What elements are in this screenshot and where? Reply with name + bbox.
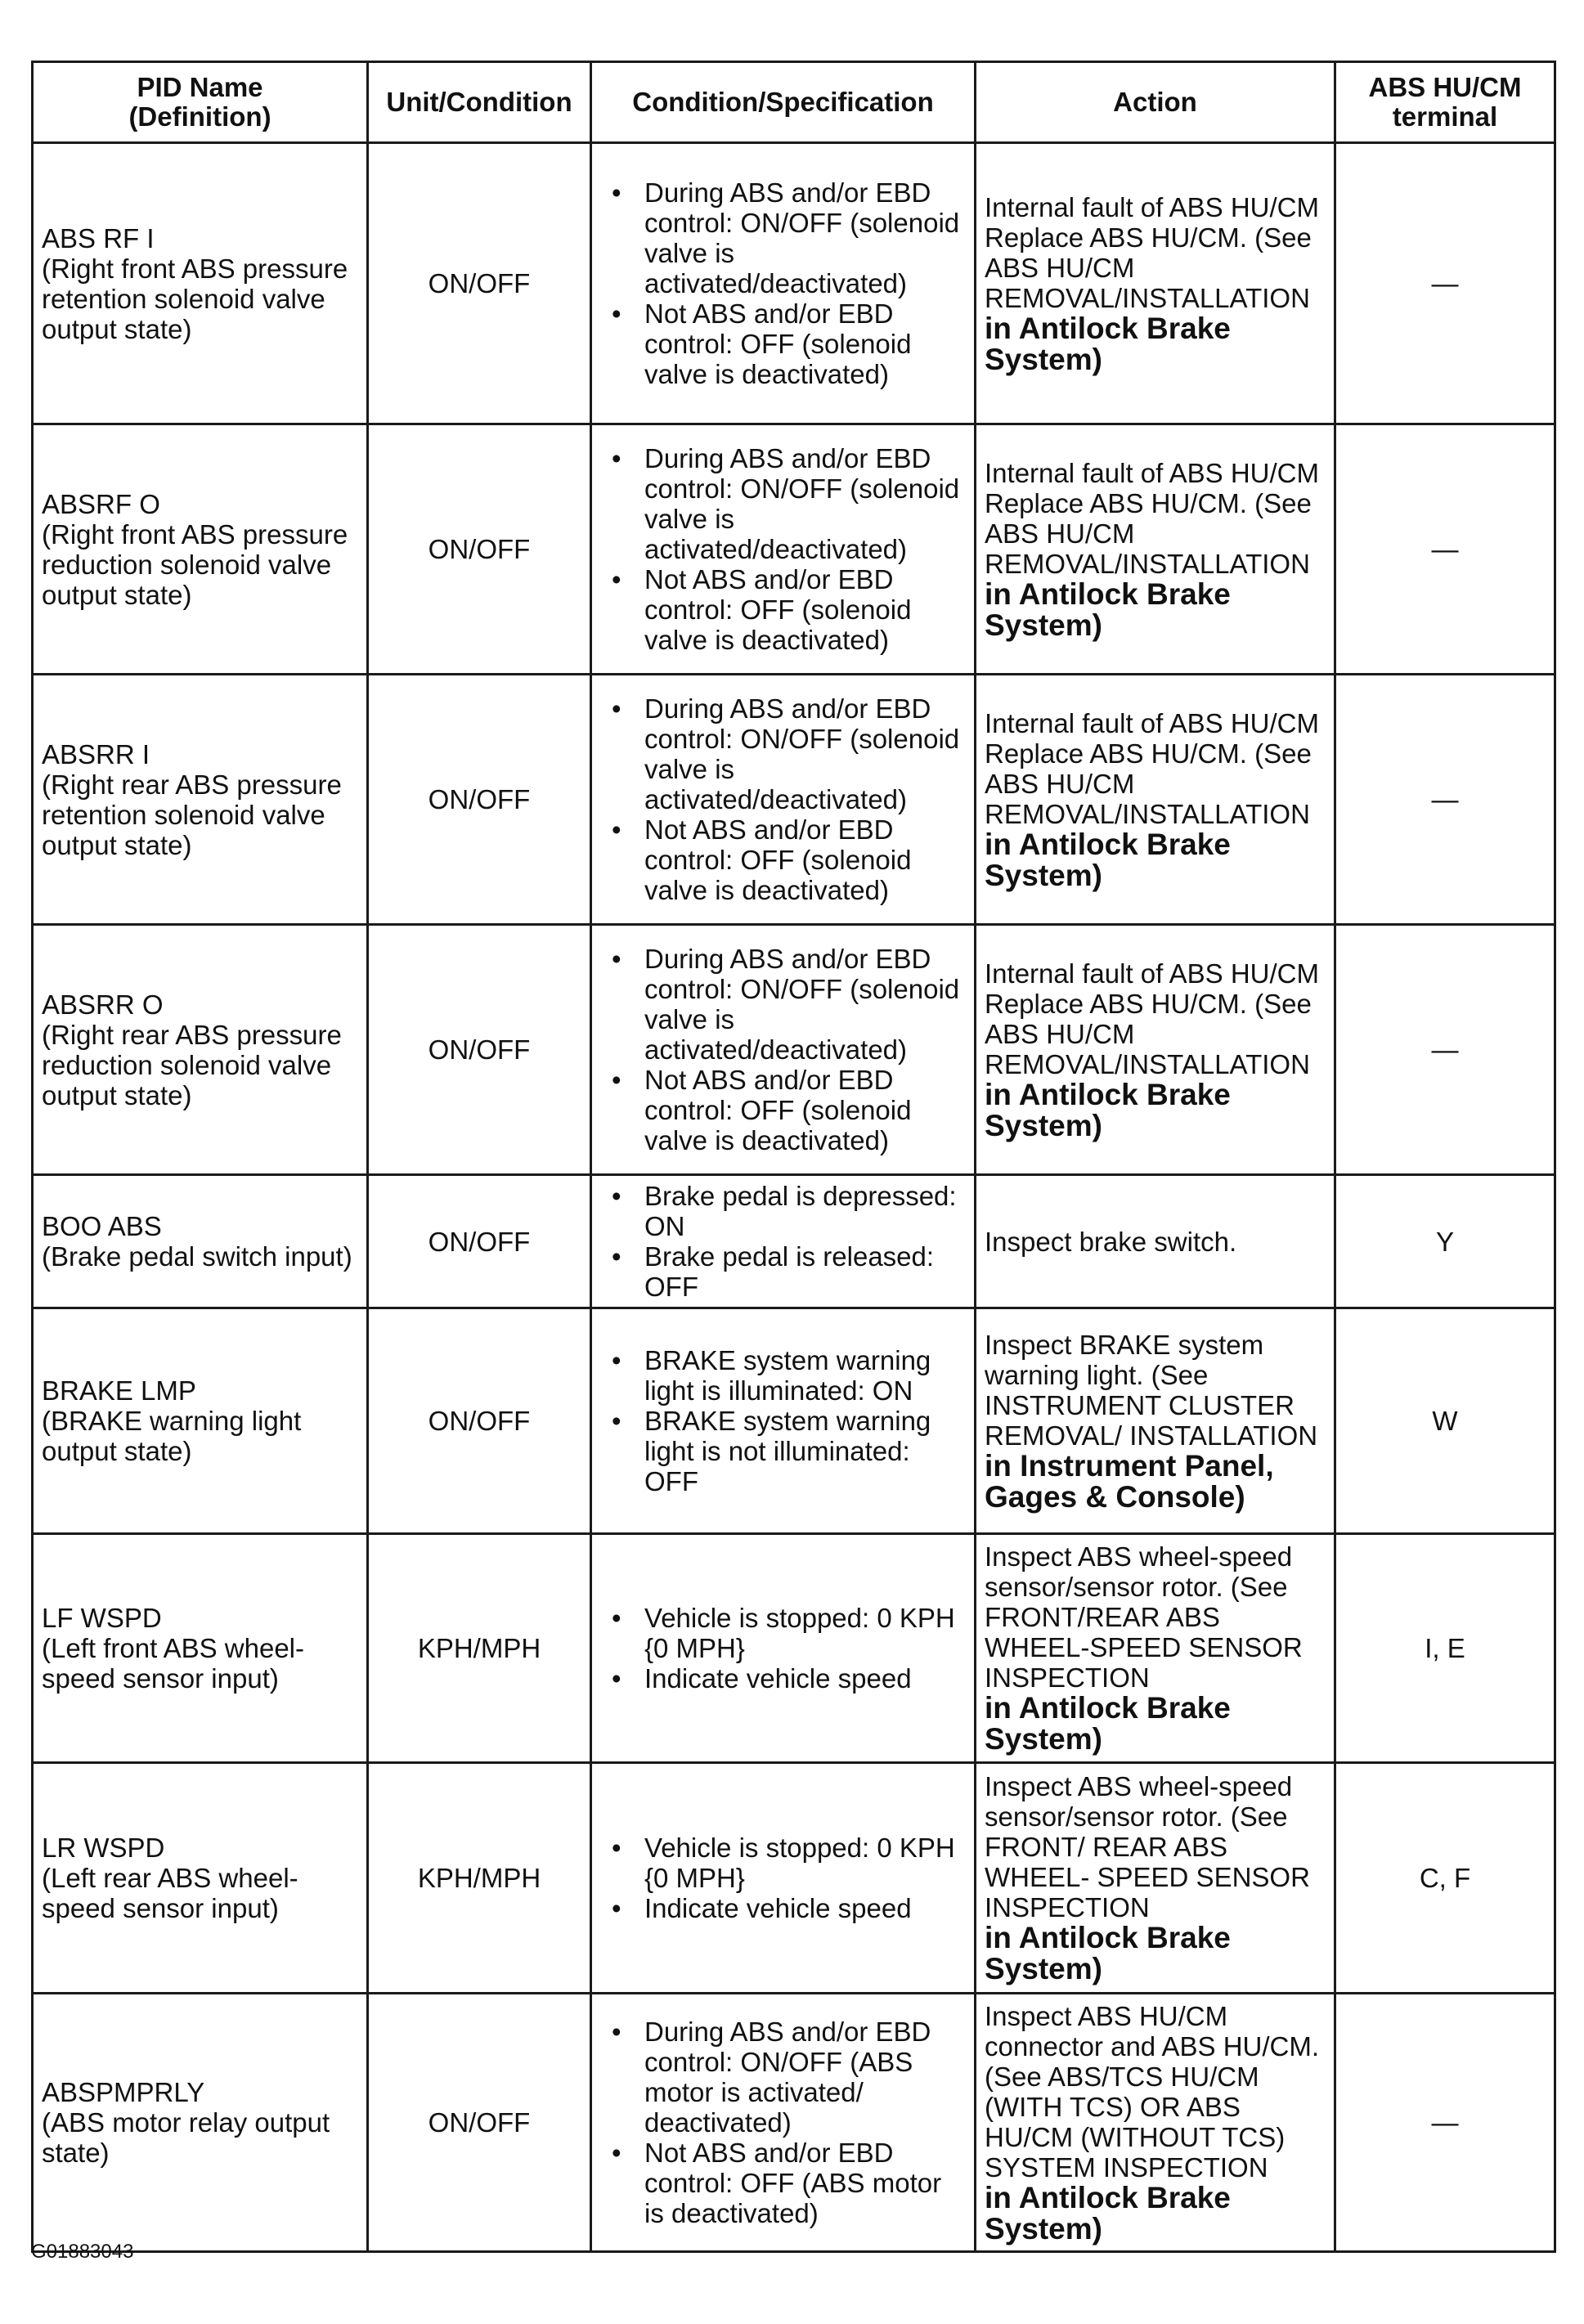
header-row — [33, 62, 1555, 143]
condition-list — [600, 2017, 966, 2228]
pid-name: ABS RF I — [42, 222, 155, 253]
condition-cell — [591, 1763, 976, 1994]
action-reference: in Antilock Brake System) — [985, 1921, 1231, 1985]
header-action: Action — [976, 62, 1335, 143]
condition-item: • BRAKE system warning light is not illuminated: OFF — [644, 1406, 966, 1496]
pid-cell — [33, 1308, 368, 1534]
terminal-cell: W — [1335, 1308, 1555, 1534]
table-row — [33, 1175, 1555, 1308]
terminal-cell: C, F — [1335, 1763, 1555, 1994]
unit-cell: ON/OFF — [368, 143, 591, 424]
table-row — [33, 143, 1555, 424]
condition-list — [600, 177, 966, 389]
table-row — [33, 424, 1555, 675]
condition-item: • During ABS and/or EBD control: ON/OFF (solenoid valve is activated/deactivated) — [644, 944, 966, 1065]
action-cell — [976, 675, 1335, 925]
unit-cell: KPH/MPH — [368, 1534, 591, 1763]
condition-item: • During ABS and/or EBD control: ON/OFF (solenoid valve is activated/deactivated) — [644, 693, 966, 814]
unit-cell: ON/OFF — [368, 424, 591, 675]
condition-item: • Vehicle is stopped: 0 KPH {0 MPH} — [644, 1603, 966, 1663]
condition-item: • BRAKE system warning light is illuminated: ON — [644, 1345, 966, 1406]
unit-cell: ON/OFF — [368, 1175, 591, 1308]
condition-item: • Not ABS and/or EBD control: OFF (solenoid valve is deactivated) — [644, 1065, 966, 1155]
pid-cell — [33, 675, 368, 925]
condition-item: • During ABS and/or EBD control: ON/OFF (solenoid valve is activated/deactivated) — [644, 443, 966, 564]
condition-list — [600, 443, 966, 655]
condition-item: • Not ABS and/or EBD control: OFF (solenoid valve is deactivated) — [644, 298, 966, 389]
table-row — [33, 1763, 1555, 1994]
header-pid-name: PID Name — [137, 72, 263, 102]
condition-cell — [591, 1175, 976, 1308]
condition-list — [600, 693, 966, 905]
condition-item: • Not ABS and/or EBD control: OFF (ABS motor is deactivated) — [644, 2138, 966, 2228]
pid-cell — [33, 1534, 368, 1763]
table-row — [33, 675, 1555, 925]
terminal-cell: I, E — [1335, 1534, 1555, 1763]
terminal-cell: — — [1335, 143, 1555, 424]
pid-definition: (ABS motor relay output state) — [42, 2107, 330, 2168]
condition-cell — [591, 1308, 976, 1534]
condition-item: • Indicate vehicle speed — [644, 1663, 966, 1694]
header-pid — [33, 62, 368, 143]
condition-list — [600, 1603, 966, 1694]
pid-definition: (Brake pedal switch input) — [42, 1241, 352, 1272]
action-cell — [976, 143, 1335, 424]
header-terminal-line1: ABS HU/CM — [1368, 72, 1522, 102]
action-text: Internal fault of ABS HU/CM Replace ABS HU/CM. (See ABS HU/CM REMOVAL/INSTALLATION — [985, 191, 1320, 313]
pid-definition: (Right front ABS pressure retention solenoid valve output state) — [42, 253, 348, 344]
table-row — [33, 925, 1555, 1175]
condition-item: • Brake pedal is depressed: ON — [644, 1181, 966, 1241]
header-pid-definition: (Definition) — [128, 101, 271, 132]
unit-cell: ON/OFF — [368, 675, 591, 925]
pid-cell — [33, 424, 368, 675]
action-text: Internal fault of ABS HU/CM Replace ABS HU/CM. (See ABS HU/CM REMOVAL/INSTALLATION — [985, 958, 1320, 1079]
pid-cell — [33, 1994, 368, 2252]
header-terminal-line2: terminal — [1392, 101, 1498, 132]
condition-list — [600, 944, 966, 1155]
pid-definition: (Left front ABS wheel-speed sensor input) — [42, 1633, 304, 1694]
header-unit: Unit/Condition — [368, 62, 591, 143]
condition-list — [600, 1345, 966, 1496]
pid-cell — [33, 925, 368, 1175]
condition-cell — [591, 925, 976, 1175]
action-text: Inspect ABS wheel-speed sensor/sensor rotor. (See FRONT/REAR ABS WHEEL-SPEED SENSOR INSPECTION — [985, 1541, 1303, 1693]
condition-item: • Brake pedal is released: OFF — [644, 1241, 966, 1302]
unit-cell: KPH/MPH — [368, 1763, 591, 1994]
unit-cell: ON/OFF — [368, 925, 591, 1175]
pid-table — [31, 61, 1556, 2253]
terminal-cell: — — [1335, 675, 1555, 925]
condition-item: • During ABS and/or EBD control: ON/OFF (ABS motor is activated/ deactivated) — [644, 2017, 966, 2138]
action-text: Inspect ABS wheel-speed sensor/sensor rotor. (See FRONT/ REAR ABS WHEEL- SPEED SENSOR INSPECTION — [985, 1771, 1310, 1922]
action-text: Inspect brake switch. — [985, 1226, 1237, 1257]
condition-item: • Indicate vehicle speed — [644, 1893, 966, 1923]
action-reference: in Antilock Brake System) — [985, 1077, 1231, 1142]
action-reference: in Antilock Brake System) — [985, 577, 1231, 642]
action-text: Internal fault of ABS HU/CM Replace ABS HU/CM. (See ABS HU/CM REMOVAL/INSTALLATION — [985, 457, 1320, 579]
pid-name: ABSPMPRLY — [42, 2077, 205, 2107]
condition-cell — [591, 675, 976, 925]
figure-code: G01883043 — [31, 2241, 134, 2263]
condition-item: • During ABS and/or EBD control: ON/OFF (solenoid valve is activated/deactivated) — [644, 177, 966, 298]
header-terminal — [1335, 62, 1555, 143]
condition-cell — [591, 424, 976, 675]
terminal-cell: Y — [1335, 1175, 1555, 1308]
action-text: Inspect BRAKE system warning light. (See INSTRUMENT CLUSTER REMOVAL/ INSTALLATION — [985, 1329, 1318, 1451]
table-row — [33, 1534, 1555, 1763]
action-text: Internal fault of ABS HU/CM Replace ABS HU/CM. (See ABS HU/CM REMOVAL/INSTALLATION — [985, 707, 1320, 829]
condition-cell — [591, 1994, 976, 2252]
terminal-cell: — — [1335, 925, 1555, 1175]
condition-item: • Not ABS and/or EBD control: OFF (solenoid valve is deactivated) — [644, 564, 966, 655]
condition-list — [600, 1833, 966, 1923]
pid-name: ABSRR I — [42, 738, 150, 769]
pid-name: BOO ABS — [42, 1211, 162, 1241]
pid-cell — [33, 1175, 368, 1308]
condition-cell — [591, 1534, 976, 1763]
table-row — [33, 1994, 1555, 2252]
pid-name: LR WSPD — [42, 1833, 165, 1863]
condition-item: • Not ABS and/or EBD control: OFF (solenoid valve is deactivated) — [644, 814, 966, 905]
action-cell — [976, 424, 1335, 675]
unit-cell: ON/OFF — [368, 1994, 591, 2252]
terminal-cell: — — [1335, 1994, 1555, 2252]
pid-definition: (Right rear ABS pressure reduction solenoid valve output state) — [42, 1019, 342, 1110]
pid-cell — [33, 143, 368, 424]
pid-definition: (BRAKE warning light output state) — [42, 1406, 302, 1466]
pid-name: BRAKE LMP — [42, 1375, 196, 1406]
action-cell — [976, 1994, 1335, 2252]
action-reference: in Antilock Brake System) — [985, 311, 1231, 376]
action-cell — [976, 1763, 1335, 1994]
action-reference: in Instrument Panel, Gages & Console) — [985, 1448, 1274, 1514]
action-reference: in Antilock Brake System) — [985, 1691, 1231, 1756]
pid-cell — [33, 1763, 368, 1994]
pid-name: ABSRR O — [42, 989, 164, 1020]
pid-name: LF WSPD — [42, 1603, 162, 1633]
condition-cell — [591, 143, 976, 424]
action-cell — [976, 1175, 1335, 1308]
unit-cell: ON/OFF — [368, 1308, 591, 1534]
action-cell — [976, 1534, 1335, 1763]
pid-definition: (Right front ABS pressure reduction solenoid valve output state) — [42, 518, 348, 610]
action-cell — [976, 1308, 1335, 1534]
header-spec: Condition/Specification — [591, 62, 976, 143]
terminal-cell: — — [1335, 424, 1555, 675]
table-row — [33, 1308, 1555, 1534]
pid-definition: (Right rear ABS pressure retention solenoid valve output state) — [42, 769, 342, 860]
condition-item: • Vehicle is stopped: 0 KPH {0 MPH} — [644, 1833, 966, 1893]
action-text: Inspect ABS HU/CM connector and ABS HU/CM. (See ABS/TCS HU/CM (WITH TCS) OR ABS HU/CM (WITHOUT TCS) SYSTEM INSPECTION — [985, 2000, 1320, 2183]
condition-list — [600, 1181, 966, 1302]
pid-name: ABSRF O — [42, 488, 160, 519]
action-cell — [976, 925, 1335, 1175]
pid-definition: (Left rear ABS wheel-speed sensor input) — [42, 1863, 298, 1923]
action-reference: in Antilock Brake System) — [985, 2180, 1231, 2245]
action-reference: in Antilock Brake System) — [985, 827, 1231, 892]
